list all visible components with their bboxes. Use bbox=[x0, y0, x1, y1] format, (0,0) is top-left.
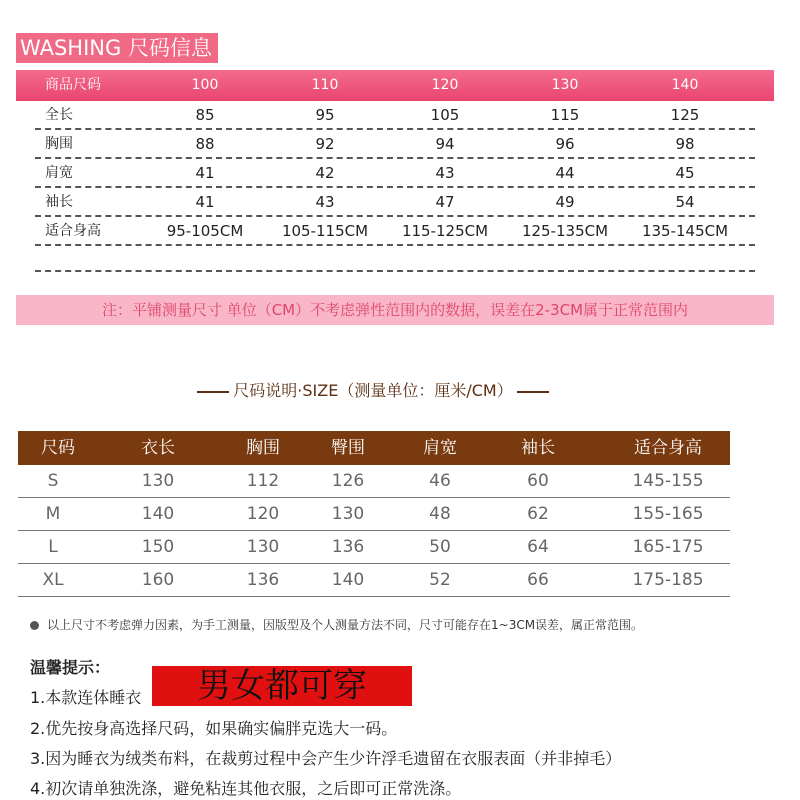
table-cell: 135-145CM bbox=[641, 222, 729, 240]
table-cell: 125 bbox=[670, 106, 700, 124]
header-cell: 胸围 bbox=[246, 438, 280, 458]
header-cell: 适合身高 bbox=[634, 438, 702, 458]
size-guide-title bbox=[0, 378, 746, 401]
table-cell: 95-105CM bbox=[166, 222, 244, 240]
table-cell: 92 bbox=[315, 135, 335, 153]
table-cell: 150 bbox=[141, 537, 175, 557]
row-label: 适合身高 bbox=[45, 223, 101, 239]
size-label: XL bbox=[42, 570, 64, 590]
table-row bbox=[18, 498, 730, 531]
table-cell: 145-155 bbox=[632, 471, 704, 491]
header-cell: 140 bbox=[671, 77, 699, 93]
size-label: S bbox=[47, 471, 59, 491]
header-cell: 臀围 bbox=[331, 438, 365, 458]
row-label: 胸围 bbox=[45, 136, 73, 152]
table-cell: 105 bbox=[430, 106, 460, 124]
tip-item: 4.初次请单独洗涤，避免粘连其他衣服，之后即可正常洗涤。 bbox=[30, 779, 462, 798]
table-cell: 130 bbox=[141, 471, 175, 491]
adult-size-table bbox=[18, 431, 730, 597]
table-cell: 115 bbox=[550, 106, 580, 124]
table-cell: 136 bbox=[246, 570, 280, 590]
table-cell: 44 bbox=[555, 164, 575, 182]
table-cell: 43 bbox=[315, 193, 335, 211]
table-cell: 136 bbox=[331, 537, 365, 557]
unisex-stamp: 男女都可穿 bbox=[152, 666, 412, 706]
table-cell: 60 bbox=[527, 471, 549, 491]
table-cell: 47 bbox=[435, 193, 455, 211]
table-row bbox=[18, 531, 730, 564]
disclaimer-text: 以上尺寸不考虑弹力因素，为手工测量，因版型及个人测量方法不同，尺寸可能存在1~3CM误差，属正常范围。 bbox=[47, 618, 644, 632]
table-row bbox=[18, 564, 730, 597]
table-cell: 85 bbox=[195, 106, 215, 124]
header-cell: 袖长 bbox=[521, 438, 555, 458]
row-label: 袖长 bbox=[45, 194, 73, 210]
title-line-right bbox=[517, 391, 549, 393]
table-cell: 52 bbox=[429, 570, 451, 590]
table-cell: 66 bbox=[527, 570, 549, 590]
table-cell: 42 bbox=[315, 164, 335, 182]
row-label: 全长 bbox=[45, 107, 73, 123]
bullet-icon bbox=[30, 621, 39, 630]
table-cell: 112 bbox=[246, 471, 280, 491]
table-row bbox=[35, 130, 755, 159]
table-cell: 98 bbox=[675, 135, 695, 153]
table-header-row bbox=[35, 70, 755, 101]
size-guide-title-text: 尺码说明·SIZE（测量单位：厘米/CM） bbox=[233, 381, 513, 400]
table-cell: 46 bbox=[429, 471, 451, 491]
table-cell: 160 bbox=[141, 570, 175, 590]
header-cell: 肩宽 bbox=[423, 438, 457, 458]
row-label: 肩宽 bbox=[45, 165, 73, 181]
table-cell: 130 bbox=[331, 504, 365, 524]
table-cell: 41 bbox=[195, 193, 215, 211]
table-cell: 155-165 bbox=[632, 504, 704, 524]
header-cell: 衣长 bbox=[141, 438, 175, 458]
measurement-note: 注：平铺测量尺寸 单位（CM）不考虑弹性范围内的数据，误差在2-3CM属于正常范围内 bbox=[16, 295, 774, 325]
table-cell: 115-125CM bbox=[401, 222, 489, 240]
table-cell: 126 bbox=[331, 471, 365, 491]
table-cell: 140 bbox=[331, 570, 365, 590]
header-cell: 尺码 bbox=[41, 438, 75, 458]
dashed-divider bbox=[35, 270, 755, 272]
table-cell: 45 bbox=[675, 164, 695, 182]
table-cell: 120 bbox=[246, 504, 280, 524]
table-header-row bbox=[18, 431, 730, 465]
header-cell: 商品尺码 bbox=[45, 77, 101, 93]
table-cell: 94 bbox=[435, 135, 455, 153]
table-row bbox=[35, 101, 755, 130]
table-cell: 64 bbox=[527, 537, 549, 557]
title-line-left bbox=[197, 391, 229, 393]
header-cell: 110 bbox=[311, 77, 339, 93]
header-cell: 130 bbox=[551, 77, 579, 93]
tip-item: 2.优先按身高选择尺码，如果确实偏胖克选大一码。 bbox=[30, 719, 398, 738]
table-row bbox=[35, 188, 755, 217]
table-row bbox=[35, 217, 755, 246]
kids-size-table bbox=[35, 70, 755, 246]
table-cell: 50 bbox=[429, 537, 451, 557]
table-cell: 140 bbox=[141, 504, 175, 524]
table-cell: 43 bbox=[435, 164, 455, 182]
table-cell: 96 bbox=[555, 135, 575, 153]
header-cell: 100 bbox=[191, 77, 219, 93]
table-cell: 95 bbox=[315, 106, 335, 124]
table-cell: 125-135CM bbox=[521, 222, 609, 240]
tip-item: 3.因为睡衣为绒类布料，在裁剪过程中会产生少许浮毛遗留在衣服表面（并非掉毛） bbox=[30, 749, 622, 768]
tips-title: 温馨提示： bbox=[30, 658, 111, 677]
size-label: M bbox=[45, 504, 61, 524]
size-label: L bbox=[48, 537, 58, 557]
table-cell: 54 bbox=[675, 193, 695, 211]
table-cell: 62 bbox=[527, 504, 549, 524]
table-row bbox=[18, 465, 730, 498]
table-cell: 48 bbox=[429, 504, 451, 524]
table-cell: 41 bbox=[195, 164, 215, 182]
size-info-title: WASHING 尺码信息 bbox=[16, 33, 218, 63]
table-cell: 175-185 bbox=[632, 570, 704, 590]
table-cell: 49 bbox=[555, 193, 575, 211]
table-cell: 130 bbox=[246, 537, 280, 557]
tip-item: 1.本款连体睡衣 bbox=[30, 688, 142, 707]
table-cell: 88 bbox=[195, 135, 215, 153]
measurement-disclaimer bbox=[30, 616, 643, 633]
table-cell: 165-175 bbox=[632, 537, 704, 557]
header-cell: 120 bbox=[431, 77, 459, 93]
table-row bbox=[35, 159, 755, 188]
table-cell: 105-115CM bbox=[281, 222, 369, 240]
